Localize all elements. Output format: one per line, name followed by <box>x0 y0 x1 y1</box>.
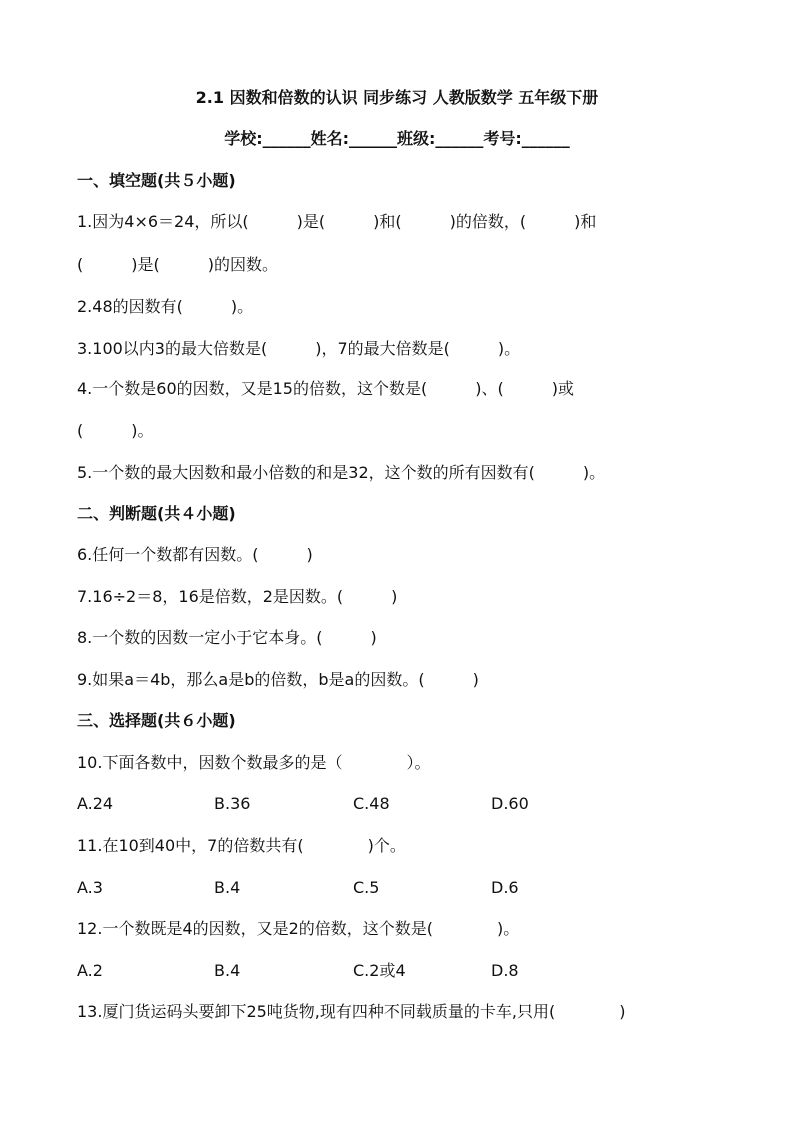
question-4-line-2: ( )。 <box>77 421 154 440</box>
option-b: B.36 <box>214 794 251 813</box>
question-1-line-1: 1.因为4×6＝24，所以( )是( )和( )的倍数，( )和 <box>77 212 597 231</box>
option-c: C.2或4 <box>353 961 406 980</box>
option-c: C.5 <box>353 878 380 897</box>
option-d: D.8 <box>491 961 519 980</box>
option-b: B.4 <box>214 961 241 980</box>
question-10: 10.下面各数中，因数个数最多的是（ ）。 <box>77 753 431 772</box>
option-a: A.24 <box>77 794 114 813</box>
question-4-line-1: 4.一个数是60的因数，又是15的倍数，这个数是( )、( )或 <box>77 379 574 398</box>
student-info-line: 学校:______姓名:______班级:______考号:______ <box>224 129 570 148</box>
option-d: D.60 <box>491 794 529 813</box>
option-d: D.6 <box>491 878 519 897</box>
question-11: 11.在10到40中，7的倍数共有( )个。 <box>77 836 406 855</box>
option-b: B.4 <box>214 878 241 897</box>
question-13: 13.厦门货运码头要卸下25吨货物,现有四种不同载质量的卡车,只用( ) <box>77 1002 626 1021</box>
question-1-line-2: ( )是( )的因数。 <box>77 255 278 274</box>
question-3: 3.100以内3的最大倍数是( )，7的最大倍数是( )。 <box>77 339 521 358</box>
question-7: 7.16÷2＝8，16是倍数，2是因数。( ) <box>77 587 398 606</box>
question-12: 12.一个数既是4的因数，又是2的倍数，这个数是( )。 <box>77 919 520 938</box>
question-5: 5.一个数的最大因数和最小倍数的和是32，这个数的所有因数有( )。 <box>77 463 606 482</box>
question-9: 9.如果a＝4b，那么a是b的倍数，b是a的因数。( ) <box>77 670 479 689</box>
page-title: 2.1 因数和倍数的认识 同步练习 人教版数学 五年级下册 <box>195 88 599 107</box>
option-c: C.48 <box>353 794 390 813</box>
option-a: A.3 <box>77 878 103 897</box>
section-heading-true-false: 二、判断题(共４小题) <box>77 504 236 523</box>
question-6: 6.任何一个数都有因数。( ) <box>77 545 313 564</box>
section-heading-fill-blank: 一、填空题(共５小题) <box>77 171 236 190</box>
section-heading-multiple-choice: 三、选择题(共６小题) <box>77 711 236 730</box>
question-8: 8.一个数的因数一定小于它本身。( ) <box>77 628 377 647</box>
question-2: 2.48的因数有( )。 <box>77 297 254 316</box>
option-a: A.2 <box>77 961 103 980</box>
